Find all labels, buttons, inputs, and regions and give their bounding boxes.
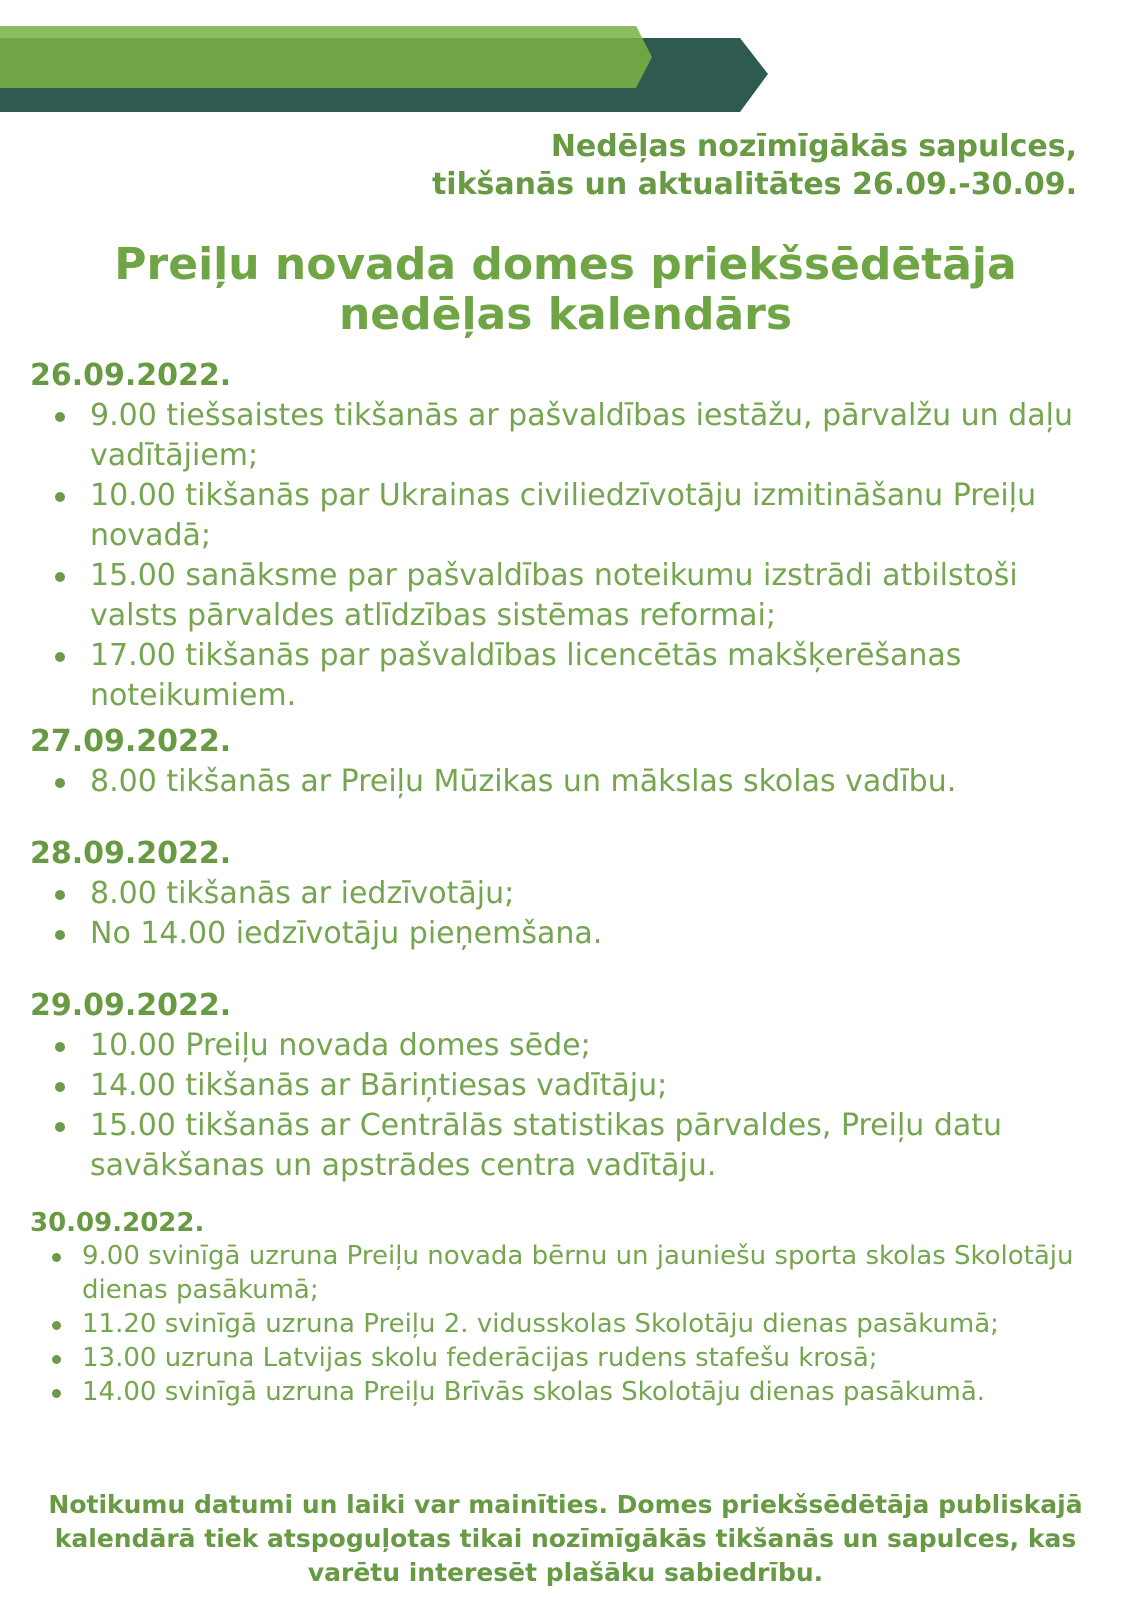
header-banner: [0, 0, 1131, 120]
day-26-09: [30, 356, 1110, 716]
event-list: [30, 396, 1110, 716]
day-date: 27.09.2022.: [30, 724, 232, 759]
title-line-2: nedēļas kalendārs: [338, 289, 793, 340]
event-item: 9.00 svinīgā uzruna Preiļu novada bērnu un jauniešu sporta skolas Skolotāju dienas pasākumā;: [30, 1239, 1110, 1307]
event-item: 11.20 svinīgā uzruna Preiļu 2. vidusskolas Skolotāju dienas pasākumā;: [30, 1307, 1110, 1341]
title-line-1: Preiļu novada domes priekšsēdētāja: [114, 239, 1017, 290]
subtitle-line-2: tikšanās un aktualitātes 26.09.-30.09.: [431, 167, 1077, 202]
event-item: 10.00 tikšanās par Ukrainas civiliedzīvotāju izmitināšanu Preiļu novadā;: [30, 476, 1110, 556]
day-28-09: [30, 834, 1110, 954]
event-item: 15.00 sanāksme par pašvaldības noteikumu izstrādi atbilstoši valsts pārvaldes atlīdzības sistēmas reformai;: [30, 556, 1110, 636]
event-item: 8.00 tikšanās ar iedzīvotāju;: [30, 874, 1110, 914]
event-list: [30, 1239, 1110, 1409]
subtitle: [432, 128, 1077, 204]
day-30-09: [30, 1207, 1110, 1409]
event-item: 14.00 tikšanās ar Bāriņtiesas vadītāju;: [30, 1066, 1110, 1106]
event-item: 17.00 tikšanās par pašvaldības licencētās makšķerēšanas noteikumiem.: [30, 636, 1110, 716]
day-date: 29.09.2022.: [30, 988, 232, 1023]
day-27-09: [30, 722, 1110, 802]
day-date: 30.09.2022.: [30, 1208, 205, 1238]
subtitle-line-1: Nedēļas nozīmīgākās sapulces,: [550, 129, 1077, 164]
day-29-09: [30, 986, 1110, 1186]
event-list: [30, 874, 1110, 954]
event-item: 10.00 Preiļu novada domes sēde;: [30, 1026, 1110, 1066]
event-item: 14.00 svinīgā uzruna Preiļu Brīvās skolas Skolotāju dienas pasākumā.: [30, 1375, 1110, 1409]
banner-green-highlight: [0, 26, 642, 38]
event-item: 8.00 tikšanās ar Preiļu Mūzikas un mākslas skolas vadību.: [30, 762, 1110, 802]
event-list: [30, 762, 1110, 802]
event-item: 9.00 tiešsaistes tikšanās ar pašvaldības iestāžu, pārvalžu un daļu vadītājiem;: [30, 396, 1110, 476]
day-date: 26.09.2022.: [30, 358, 232, 393]
disclaimer-note: Notikumu datumi un laiki var mainīties. Domes priekšsēdētāja publiskajā kalendārā tiek atspoguļotas tikai nozīmīgākās tikšanās un sapulces, kas varētu interesēt plašāku sabiedrību.: [48, 1490, 1083, 1587]
event-item: No 14.00 iedzīvotāju pieņemšana.: [30, 914, 1110, 954]
day-date: 28.09.2022.: [30, 836, 232, 871]
page-title: [0, 240, 1131, 340]
event-item: 13.00 uzruna Latvijas skolu federācijas rudens stafešu krosā;: [30, 1341, 1110, 1375]
event-item: 15.00 tikšanās ar Centrālās statistikas pārvaldes, Preiļu datu savākšanas un apstrādes centra vadītāju.: [30, 1106, 1110, 1186]
event-list: [30, 1026, 1110, 1186]
